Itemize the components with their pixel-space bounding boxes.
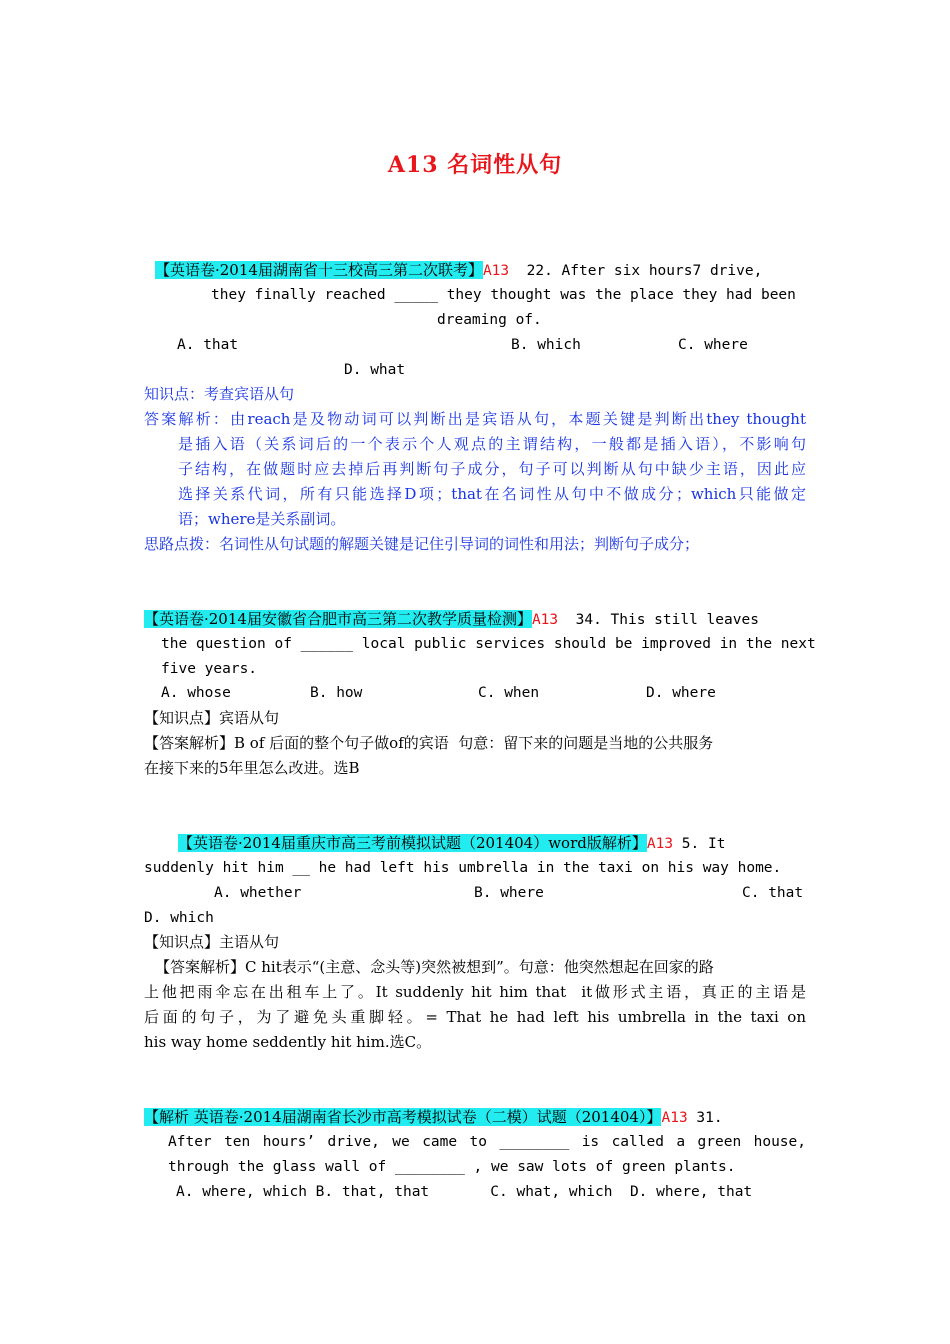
question-stem: through the glass wall of ________ , we saw lots of green plants. bbox=[168, 1159, 736, 1175]
question-stem: After ten hours’ drive, we came to ________ is called a green house, bbox=[168, 1134, 806, 1150]
option-a: A. whose bbox=[161, 685, 231, 701]
page-title: A13 名词性从句 bbox=[387, 152, 563, 178]
question-stem: five years. bbox=[161, 661, 258, 677]
solution-tip: 思路点拨：名词性从句试题的解题关键是记住引导词的词性和用法；判断句子成分； bbox=[144, 535, 700, 553]
option-b: B. which bbox=[511, 337, 581, 353]
answer-analysis: 后面的句子，为了避免头重脚轻。= That he had left his umbrella in the taxi on bbox=[144, 1008, 806, 1026]
question-4-header bbox=[144, 1105, 723, 1131]
answer-analysis bbox=[144, 731, 713, 756]
option-c: C. when bbox=[478, 685, 540, 701]
answer-analysis: 答案解析：由reach是及物动词可以判断出是宾语从句，本题关键是判断出they thought bbox=[144, 410, 806, 428]
option-c: C. that bbox=[742, 885, 804, 901]
question-stem: they finally reached _____ they thought was the place they had been bbox=[211, 287, 796, 303]
topic-code: A13 bbox=[661, 1110, 688, 1126]
question-3-header bbox=[178, 831, 725, 857]
question-stem: 34. This still leaves bbox=[558, 612, 759, 628]
option-a: A. whether bbox=[214, 885, 302, 901]
option-d: D. where bbox=[646, 685, 716, 701]
source-tag: 【英语卷·2014届安徽省合肥市高三第二次教学质量检测】 bbox=[144, 610, 532, 628]
question-2-header bbox=[144, 607, 759, 633]
question-stem: dreaming of. bbox=[437, 312, 542, 328]
answer-analysis: 是插入语（关系词后的一个表示个人观点的主谓结构，一般都是插入语），不影响句 bbox=[178, 435, 806, 453]
analysis-text: B of 后面的整个句子做of的宾语 句意：留下来的问题是当地的公共服务 bbox=[234, 734, 714, 752]
source-tag: 【英语卷·2014届湖南省十三校高三第二次联考】 bbox=[155, 261, 483, 279]
answer-analysis: 在接下来的5年里怎么改进。选B bbox=[144, 759, 360, 777]
options: A. where, which B. that, that C. what, which D. where, that bbox=[176, 1184, 753, 1200]
question-1-header bbox=[155, 258, 762, 284]
answer-analysis: 子结构，在做题时应去掉后再判断句子成分，句子可以判断从句中缺少主语，因此应 bbox=[178, 460, 806, 478]
option-b: B. where bbox=[474, 885, 544, 901]
option-d: D. what bbox=[344, 362, 406, 378]
source-tag: 【英语卷·2014届重庆市高三考前模拟试题（201404）word版解析】 bbox=[178, 834, 647, 852]
answer-analysis: 上他把雨伞忘在出租车上了。It suddenly hit him that it做形式主语，真正的主语是 bbox=[144, 983, 806, 1001]
option-d: D. which bbox=[144, 910, 214, 926]
source-tag: 【解析 英语卷·2014届湖南省长沙市高考模拟试卷（二模）试题（201404）】 bbox=[144, 1108, 662, 1126]
answer-analysis: 语；where是关系副词。 bbox=[178, 510, 346, 528]
knowledge-point: 知识点：考查宾语从句 bbox=[144, 385, 295, 403]
question-stem: 5. It bbox=[673, 836, 726, 852]
topic-code: A13 bbox=[482, 263, 510, 279]
question-stem: 22. After six hours7 drive, bbox=[509, 263, 763, 279]
knowledge-point: 【知识点】主语从句 bbox=[144, 933, 280, 951]
topic-code: A13 bbox=[646, 836, 674, 852]
analysis-text: C hit表示“(主意、念头等)突然被想到”。句意：他突然想起在回家的路 bbox=[245, 958, 714, 976]
analysis-label: 【答案解析】 bbox=[144, 734, 235, 752]
knowledge-point: 【知识点】宾语从句 bbox=[144, 709, 280, 727]
option-a: A. that bbox=[177, 337, 239, 353]
answer-analysis bbox=[155, 955, 714, 980]
answer-analysis: his way home seddently hit him.选C。 bbox=[144, 1033, 432, 1051]
question-stem: suddenly hit him __ he had left his umbrella in the taxi on his way home. bbox=[144, 860, 782, 876]
topic-code: A13 bbox=[531, 612, 559, 628]
question-stem: the question of ______ local public services should be improved in the next bbox=[161, 636, 816, 652]
question-stem: 31. bbox=[687, 1110, 723, 1126]
option-b: B. how bbox=[310, 685, 363, 701]
analysis-label: 【答案解析】 bbox=[155, 958, 246, 976]
option-c: C. where bbox=[678, 337, 748, 353]
answer-analysis: 选择关系代词，所有只能选择D项；that在名词性从句中不做成分；which只能做定 bbox=[178, 485, 806, 503]
